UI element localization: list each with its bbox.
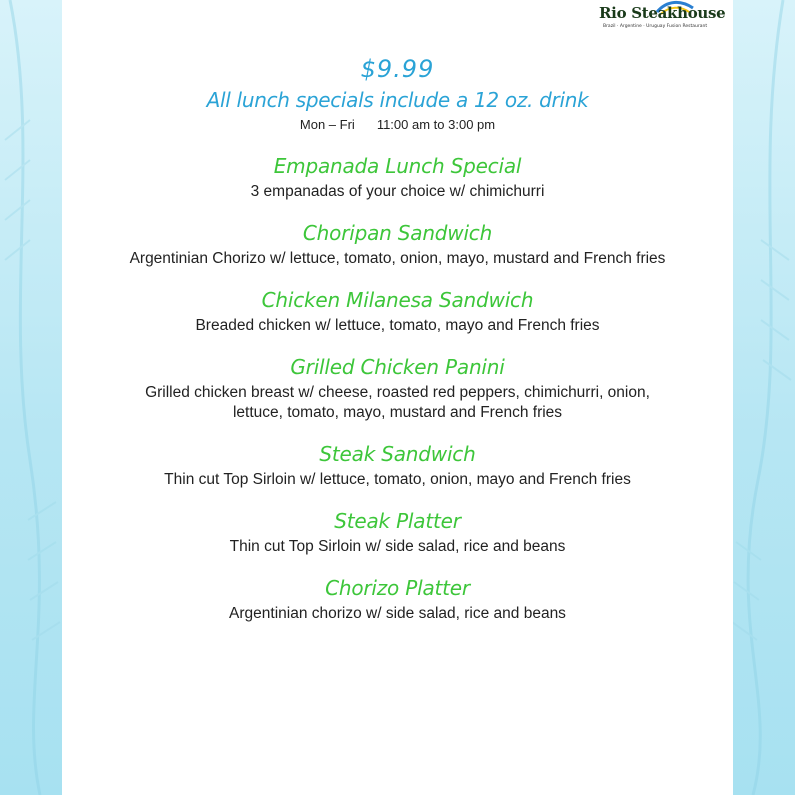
menu-item-desc: Thin cut Top Sirloin w/ lettuce, tomato, onion, mayo and French fries [164, 471, 631, 488]
menu-item-desc: Argentinian Chorizo w/ lettuce, tomato, onion, mayo, mustard and French fries [129, 250, 666, 267]
menu-item-desc: 3 empanadas of your choice w/ chimichurri [250, 183, 545, 200]
menu-item-desc: Argentinian chorizo w/ side salad, rice and beans [229, 605, 566, 622]
menu-item [62, 505, 733, 557]
menu-item-name: Empanada Lunch Special [273, 154, 522, 178]
menu-item-name: Steak Sandwich [319, 442, 476, 466]
menu-item [62, 351, 733, 423]
hours-time: 11:00 am to 3:00 pm [376, 117, 496, 132]
menu-item [62, 572, 733, 624]
lunch-menu [62, 52, 733, 639]
price: $9.99 [360, 55, 435, 83]
feather-icon [0, 0, 62, 795]
hours [62, 114, 733, 136]
menu-item-name: Grilled Chicken Panini [290, 355, 505, 379]
menu-item-desc: Grilled chicken breast w/ cheese, roasted red peppers, chimichurri, onion, [145, 384, 650, 401]
menu-item-name: Choripan Sandwich [302, 221, 493, 245]
menu-item-desc: Breaded chicken w/ lettuce, tomato, mayo and French fries [195, 317, 600, 334]
menu-item [62, 217, 733, 269]
menu-item-name: Chicken Milanesa Sandwich [261, 288, 534, 312]
menu-item [62, 150, 733, 202]
menu-item-desc-line2: lettuce, tomato, mayo, mustard and French fries [232, 404, 563, 421]
tagline: All lunch specials include a 12 oz. drink [206, 88, 589, 112]
menu-item-desc: Thin cut Top Sirloin w/ side salad, rice and beans [229, 538, 566, 555]
restaurant-logo [587, 0, 727, 40]
logo-title: Rio Steakhouse [599, 4, 726, 22]
hours-days: Mon – Fri [299, 117, 355, 132]
left-feather-border [0, 0, 62, 795]
logo-subtitle: Brazil · Argentine · Uruguay Fusion Restaurant [603, 24, 708, 29]
menu-item [62, 438, 733, 490]
feather-icon [733, 0, 795, 795]
menu-item-name: Steak Platter [334, 509, 461, 533]
menu-item-name: Chorizo Platter [325, 576, 470, 600]
menu-item [62, 284, 733, 336]
right-feather-border [733, 0, 795, 795]
menu-page [62, 0, 733, 795]
